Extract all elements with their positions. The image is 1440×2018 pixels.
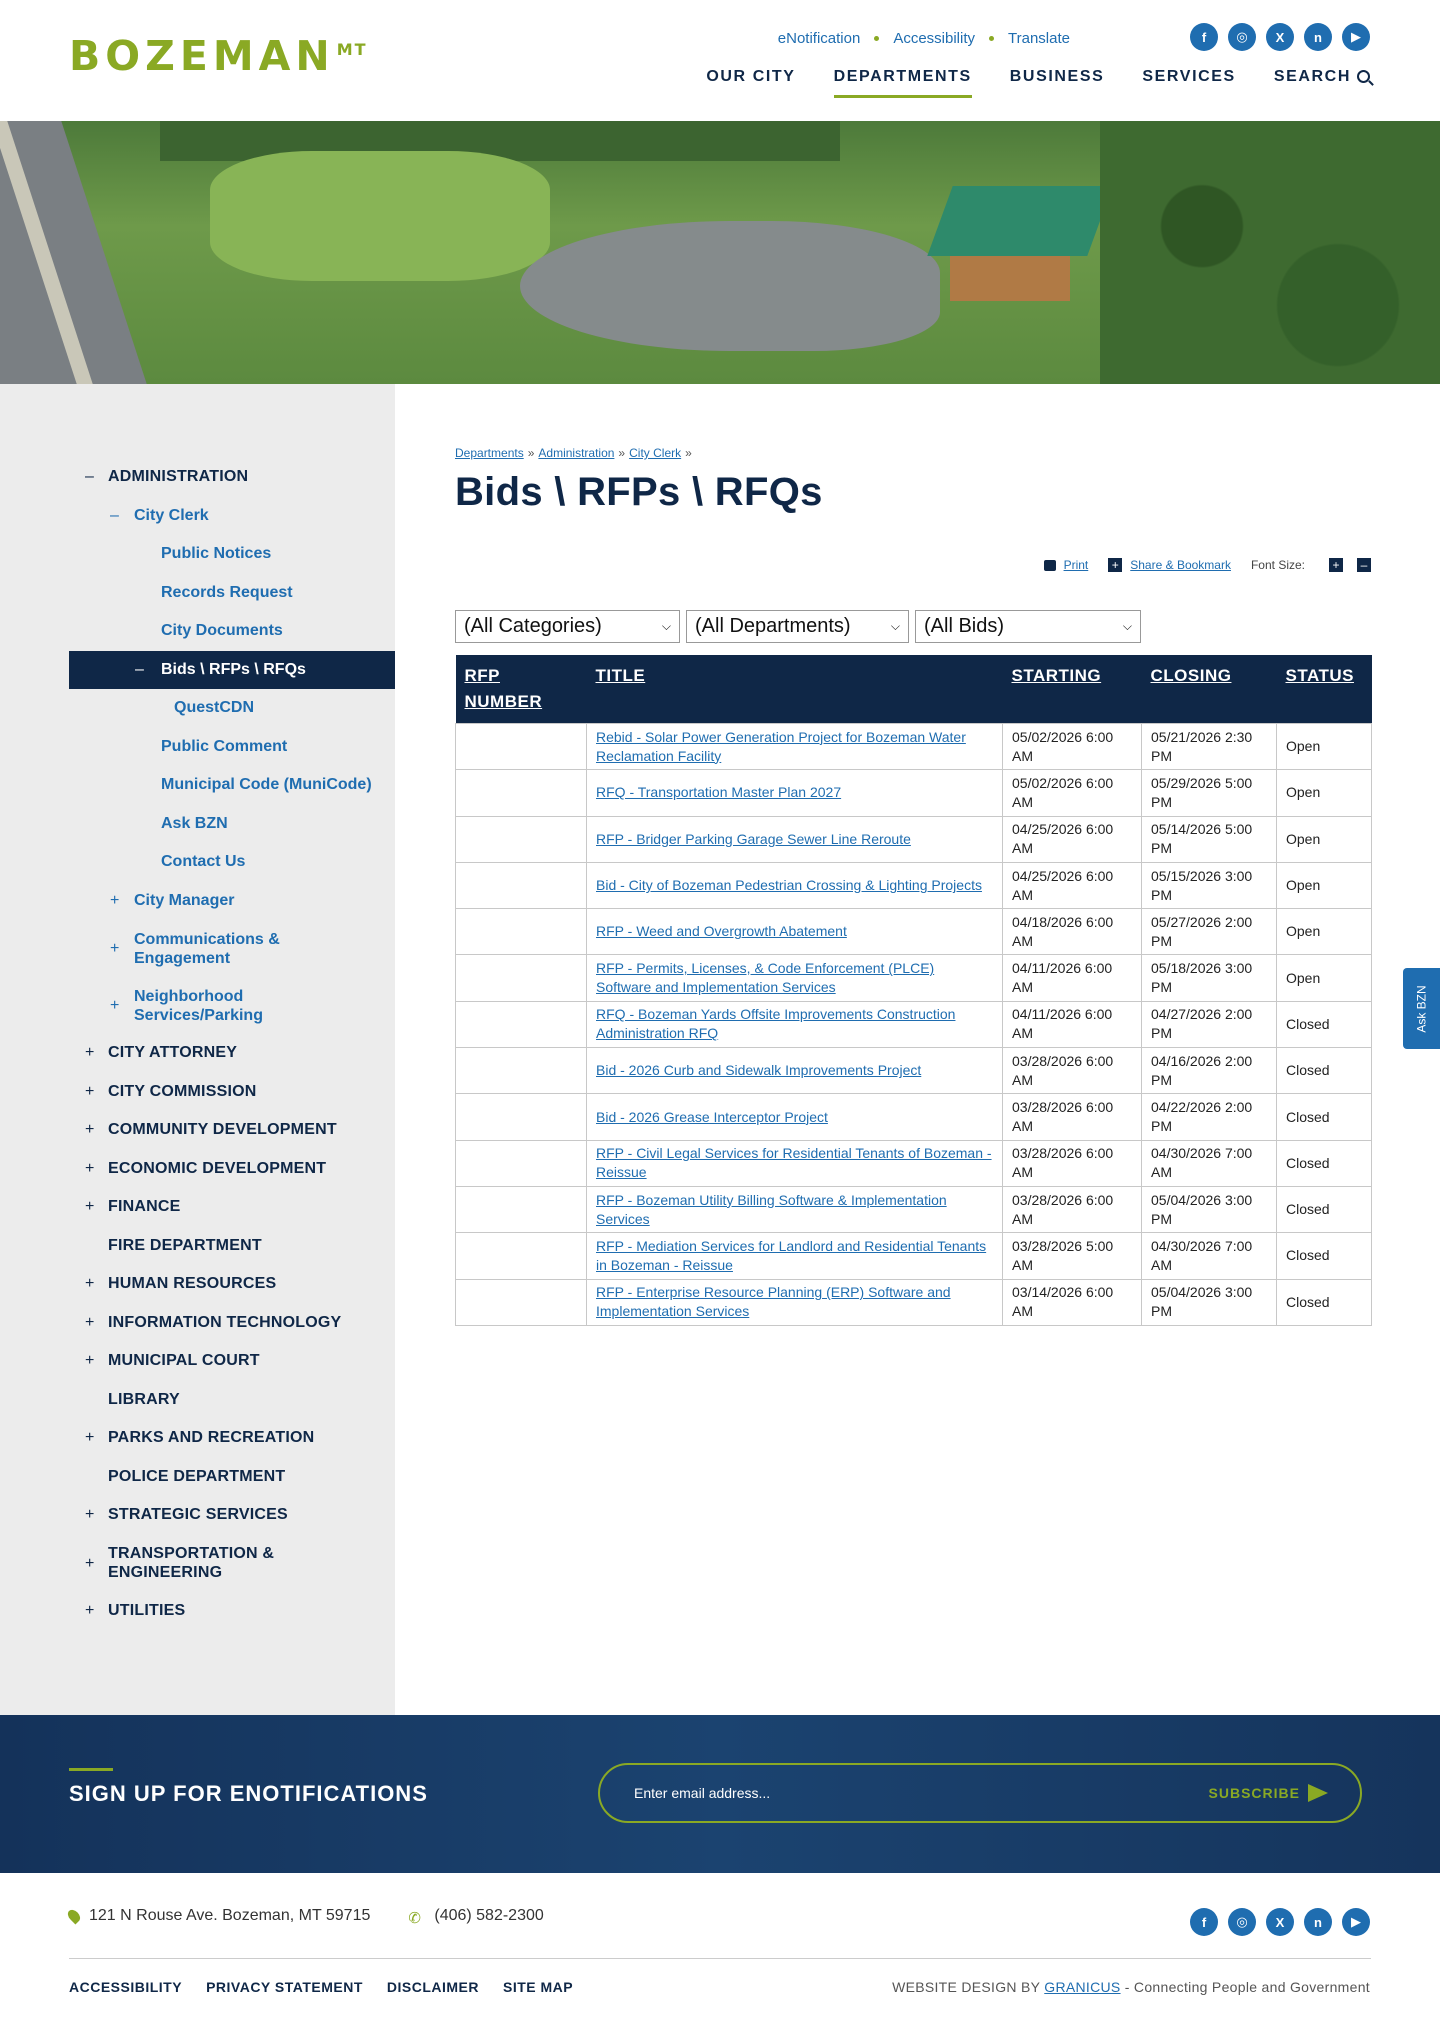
logo-superscript: MT — [336, 40, 368, 59]
table-row — [456, 1094, 1372, 1140]
starting-cell: 04/11/2026 6:00 AM — [1003, 955, 1142, 1001]
bid-status-select-value: (All Bids) — [924, 615, 1005, 637]
sidebar-item-economic-development[interactable] — [69, 1150, 395, 1189]
sidebar-item-utilities[interactable] — [69, 1592, 395, 1631]
breadcrumb-separator: » — [685, 446, 692, 460]
expand-toggle[interactable]: + — [110, 940, 120, 957]
bid-title-link[interactable]: RFQ - Bozeman Yards Offsite Improvements Construction Administration RFQ — [587, 1001, 1003, 1047]
status-cell: Open — [1277, 770, 1372, 816]
department-select[interactable] — [686, 610, 909, 643]
sidebar-item-label: MUNICIPAL COURT — [108, 1352, 260, 1370]
rfp-number-cell — [456, 862, 587, 908]
sidebar-item-label: City Clerk — [134, 506, 209, 524]
sidebar-item-questcdn[interactable] — [69, 689, 395, 728]
sidebar-item-label: UTILITIES — [108, 1601, 186, 1619]
sidebar-item-label: Ask BZN — [161, 814, 228, 832]
hero-parking-lot — [520, 221, 940, 351]
sidebar-item-city-attorney[interactable] — [69, 1034, 395, 1073]
bid-title-link[interactable]: RFP - Mediation Services for Landlord and Residential Tenants in Bozeman - Reissue — [587, 1233, 1003, 1279]
sidebar-item-label: Public Comment — [161, 737, 288, 755]
sidebar-nav — [69, 458, 395, 1630]
closing-cell: 05/14/2026 5:00 PM — [1142, 816, 1277, 862]
expand-toggle[interactable]: + — [85, 1554, 95, 1572]
sidebar-item-police-department[interactable] — [69, 1458, 395, 1497]
expand-toggle[interactable]: + — [85, 1082, 95, 1100]
table-row — [456, 1279, 1372, 1325]
col-header-title[interactable]: TITLE — [587, 655, 1003, 724]
table-row — [456, 1001, 1372, 1047]
sidebar-item-label: Records Request — [161, 583, 293, 601]
starting-cell: 03/14/2026 6:00 AM — [1003, 1279, 1142, 1325]
sidebar-item-label: FINANCE — [108, 1198, 181, 1216]
utility-separator — [874, 36, 879, 41]
sidebar-item-finance[interactable] — [69, 1188, 395, 1227]
sidebar-item-label: Contact Us — [161, 853, 246, 871]
subscribe-button[interactable] — [1209, 1784, 1328, 1802]
sidebar-item-city-commission[interactable] — [69, 1073, 395, 1112]
sidebar-item-label: Public Notices — [161, 545, 272, 563]
rfp-number-cell — [456, 724, 587, 770]
closing-cell: 05/04/2026 3:00 PM — [1142, 1186, 1277, 1232]
expand-toggle[interactable]: + — [85, 1198, 95, 1216]
nextdoor-icon[interactable]: n — [1304, 23, 1332, 51]
font-increase-button[interactable]: + — [1329, 558, 1343, 572]
department-select-value: (All Departments) — [695, 615, 851, 637]
subscribe-label: SUBSCRIBE — [1208, 1785, 1300, 1801]
expand-toggle[interactable]: + — [110, 891, 120, 909]
site-logo[interactable] — [69, 32, 368, 80]
sidebar-item-label: ECONOMIC DEVELOPMENT — [108, 1159, 327, 1177]
sidebar-item-label: Communications & Engagement — [134, 930, 280, 967]
table-row — [456, 1048, 1372, 1094]
utility-separator — [989, 36, 994, 41]
status-cell: Open — [1277, 862, 1372, 908]
sidebar-item-label: ADMINISTRATION — [108, 468, 249, 486]
status-cell: Open — [1277, 955, 1372, 1001]
table-row — [456, 909, 1372, 955]
expand-toggle[interactable]: + — [110, 997, 120, 1014]
bid-title-link[interactable]: Rebid - Solar Power Generation Project for Bozeman Water Reclamation Facility — [587, 724, 1003, 770]
sidebar-item-label: STRATEGIC SERVICES — [108, 1506, 288, 1524]
youtube-icon[interactable]: ▶ — [1342, 1908, 1370, 1936]
breadcrumb — [455, 446, 692, 460]
location-pin-icon — [66, 1908, 83, 1925]
site-footer — [0, 1873, 1440, 2018]
category-select-value: (All Categories) — [464, 615, 602, 637]
table-row — [456, 724, 1372, 770]
col-header-starting[interactable]: STARTING — [1003, 655, 1142, 724]
footer-link-privacy[interactable]: PRIVACY STATEMENT — [206, 1979, 363, 1995]
font-decrease-button[interactable]: – — [1357, 558, 1371, 572]
share-bookmark-link[interactable]: Share & Bookmark — [1130, 558, 1231, 572]
instagram-icon[interactable]: ◎ — [1228, 23, 1256, 51]
status-cell: Closed — [1277, 1186, 1372, 1232]
site-header — [0, 0, 1440, 121]
sidebar-item-city-manager[interactable] — [69, 882, 395, 921]
share-icon[interactable]: + — [1108, 558, 1122, 572]
starting-cell: 05/02/2026 6:00 AM — [1003, 770, 1142, 816]
sidebar-item-transportation-engineering[interactable] — [69, 1535, 395, 1592]
collapse-toggle[interactable]: – — [85, 468, 95, 486]
closing-cell: 04/30/2026 7:00 AM — [1142, 1233, 1277, 1279]
footer-phone[interactable]: (406) 582-2300 — [434, 1907, 544, 1924]
page-title: Bids \ RFPs \ RFQs — [455, 470, 823, 514]
sidebar-item-label: INFORMATION TECHNOLOGY — [108, 1313, 342, 1331]
hero-field — [210, 151, 550, 281]
rfp-number-cell — [456, 1140, 587, 1186]
ask-bzn-tab[interactable] — [1403, 968, 1440, 1049]
rfp-number-cell — [456, 1279, 587, 1325]
footer-links — [69, 1979, 573, 1995]
starting-cell: 03/28/2026 5:00 AM — [1003, 1233, 1142, 1279]
rfp-number-cell — [456, 1186, 587, 1232]
starting-cell: 04/25/2026 6:00 AM — [1003, 816, 1142, 862]
starting-cell: 04/11/2026 6:00 AM — [1003, 1001, 1142, 1047]
status-cell: Closed — [1277, 1001, 1372, 1047]
nav-search-label: SEARCH — [1273, 68, 1351, 85]
bid-title-link[interactable]: Bid - City of Bozeman Pedestrian Crossing & Lighting Projects — [587, 862, 1003, 908]
instagram-icon[interactable]: ◎ — [1228, 1908, 1256, 1936]
collapse-toggle[interactable]: – — [110, 506, 119, 524]
sidebar-item-label: CITY ATTORNEY — [108, 1044, 238, 1062]
sidebar-item-public-notices[interactable] — [69, 535, 395, 574]
col-header-rfp-number[interactable]: RFP NUMBER — [456, 655, 587, 724]
bid-title-link[interactable]: RFP - Bozeman Utility Billing Software & Implementation Services — [587, 1186, 1003, 1232]
sidebar-item-public-comment[interactable] — [69, 728, 395, 767]
breadcrumb-city-clerk[interactable]: City Clerk — [629, 446, 682, 460]
bids-table — [455, 655, 1372, 1326]
sidebar-item-fire-department[interactable] — [69, 1227, 395, 1266]
closing-cell: 05/18/2026 3:00 PM — [1142, 955, 1277, 1001]
x-icon[interactable]: X — [1266, 1908, 1294, 1936]
status-cell: Open — [1277, 724, 1372, 770]
expand-toggle[interactable]: + — [85, 1044, 95, 1062]
accent-bar — [69, 1768, 113, 1771]
page-tools — [1044, 558, 1371, 572]
sidebar-item-label: Municipal Code (MuniCode) — [161, 776, 372, 794]
closing-cell: 04/22/2026 2:00 PM — [1142, 1094, 1277, 1140]
credit-suffix: - Connecting People and Government — [1124, 1979, 1370, 1995]
expand-toggle[interactable]: + — [85, 1159, 95, 1177]
closing-cell: 05/29/2026 5:00 PM — [1142, 770, 1277, 816]
header-socials — [1190, 23, 1370, 51]
starting-cell: 03/28/2026 6:00 AM — [1003, 1140, 1142, 1186]
sidebar-item-neighborhood-services[interactable] — [69, 977, 395, 1034]
table-row — [456, 955, 1372, 1001]
rfp-number-cell — [456, 1094, 587, 1140]
table-header-row — [456, 655, 1372, 724]
category-select[interactable] — [455, 610, 680, 643]
table-row — [456, 1186, 1372, 1232]
sidebar-item-administration[interactable] — [69, 458, 395, 497]
rfp-number-cell — [456, 816, 587, 862]
closing-cell: 04/30/2026 7:00 AM — [1142, 1140, 1277, 1186]
footer-divider — [69, 1958, 1371, 1959]
facebook-icon[interactable]: f — [1190, 1908, 1218, 1936]
x-icon[interactable]: X — [1266, 23, 1294, 51]
sidebar-item-label: HUMAN RESOURCES — [108, 1275, 277, 1293]
bid-title-link[interactable]: RFP - Bridger Parking Garage Sewer Line Reroute — [587, 816, 1003, 862]
starting-cell: 03/28/2026 6:00 AM — [1003, 1094, 1142, 1140]
sidebar-item-label: City Documents — [161, 622, 283, 640]
print-link[interactable]: Print — [1063, 558, 1089, 572]
bid-status-select[interactable] — [915, 610, 1141, 643]
bid-title-link[interactable]: RFP - Civil Legal Services for Residential Tenants of Bozeman - Reissue — [587, 1140, 1003, 1186]
phone-icon: ✆ — [408, 1910, 421, 1927]
col-header-closing[interactable]: CLOSING — [1142, 655, 1277, 724]
footer-link-accessibility[interactable]: ACCESSIBILITY — [69, 1979, 183, 1995]
status-cell: Open — [1277, 909, 1372, 955]
status-cell: Closed — [1277, 1048, 1372, 1094]
closing-cell: 04/16/2026 2:00 PM — [1142, 1048, 1277, 1094]
sidebar-item-label: CITY COMMISSION — [108, 1082, 257, 1100]
rfp-number-cell — [456, 955, 587, 1001]
breadcrumb-separator: » — [527, 446, 535, 460]
sidebar-item-label: Bids \ RFPs \ RFQs — [161, 660, 306, 678]
expand-toggle[interactable]: + — [85, 1429, 95, 1447]
expand-toggle[interactable]: + — [85, 1121, 95, 1139]
logo-text: BOZEMAN — [69, 32, 335, 80]
bid-title-link[interactable]: Bid - 2026 Grease Interceptor Project — [587, 1094, 1003, 1140]
chevron-down-icon: ⌵ — [1122, 619, 1132, 633]
utility-nav — [778, 30, 1070, 47]
credit-prefix: WEBSITE DESIGN BY — [892, 1979, 1041, 1995]
footer-link-site-map[interactable]: SITE MAP — [503, 1979, 574, 1995]
sidebar-item-label: COMMUNITY DEVELOPMENT — [108, 1121, 337, 1139]
closing-cell: 04/27/2026 2:00 PM — [1142, 1001, 1277, 1047]
sidebar-item-label: LIBRARY — [108, 1390, 180, 1408]
starting-cell: 03/28/2026 6:00 AM — [1003, 1048, 1142, 1094]
sidebar-item-city-clerk[interactable] — [69, 497, 395, 536]
sidebar-item-label: FIRE DEPARTMENT — [108, 1236, 262, 1254]
nav-our-city[interactable]: OUR CITY — [706, 68, 796, 85]
starting-cell: 03/28/2026 6:00 AM — [1003, 1186, 1142, 1232]
table-row — [456, 816, 1372, 862]
table-row — [456, 770, 1372, 816]
sidebar-item-records-request[interactable] — [69, 574, 395, 613]
sidebar-item-information-technology[interactable] — [69, 1304, 395, 1343]
bid-filters — [455, 610, 1141, 643]
closing-cell: 05/15/2026 3:00 PM — [1142, 862, 1277, 908]
nav-business[interactable]: BUSINESS — [1009, 68, 1105, 85]
sidebar-item-parks-and-recreation[interactable] — [69, 1419, 395, 1458]
bid-title-link[interactable]: RFP - Enterprise Resource Planning (ERP) Software and Implementation Services — [587, 1279, 1003, 1325]
hero-image — [0, 121, 1440, 384]
sidebar-item-strategic-services[interactable] — [69, 1496, 395, 1535]
main-nav — [668, 68, 1370, 98]
expand-toggle[interactable]: + — [85, 1352, 95, 1370]
sidebar-item-municipal-code[interactable] — [69, 766, 395, 805]
send-arrow-icon — [1308, 1784, 1328, 1802]
status-cell: Closed — [1277, 1140, 1372, 1186]
sidebar-item-contact-us[interactable] — [69, 843, 395, 882]
bid-title-link[interactable]: RFP - Weed and Overgrowth Abatement — [587, 909, 1003, 955]
sidebar-item-label: PARKS AND RECREATION — [108, 1429, 315, 1447]
footer-link-disclaimer[interactable]: DISCLAIMER — [386, 1979, 480, 1995]
print-icon[interactable] — [1044, 560, 1056, 571]
nextdoor-icon[interactable]: n — [1304, 1908, 1332, 1936]
youtube-icon[interactable]: ▶ — [1342, 23, 1370, 51]
closing-cell: 05/21/2026 2:30 PM — [1142, 724, 1277, 770]
rfp-number-cell — [456, 909, 587, 955]
footer-socials — [1190, 1908, 1370, 1936]
sidebar-item-label: City Manager — [134, 891, 235, 909]
table-row — [456, 1140, 1372, 1186]
col-header-status[interactable]: STATUS — [1277, 655, 1372, 724]
starting-cell: 04/18/2026 6:00 AM — [1003, 909, 1142, 955]
sidebar — [0, 384, 395, 1715]
hero-trees — [1100, 121, 1440, 384]
font-size-label: Font Size: — [1250, 558, 1305, 572]
bid-title-link[interactable]: RFP - Permits, Licenses, & Code Enforcement (PLCE) Software and Implementation Services — [587, 955, 1003, 1001]
status-cell: Closed — [1277, 1233, 1372, 1279]
sidebar-item-municipal-court[interactable] — [69, 1342, 395, 1381]
closing-cell: 05/04/2026 3:00 PM — [1142, 1279, 1277, 1325]
nav-departments[interactable]: DEPARTMENTS — [834, 68, 972, 98]
chevron-down-icon: ⌵ — [661, 619, 671, 633]
breadcrumb-administration[interactable]: Administration — [538, 446, 615, 460]
bid-title-link[interactable]: Bid - 2026 Curb and Sidewalk Improvements Project — [587, 1048, 1003, 1094]
signup-title: SIGN UP FOR ENOTIFICATIONS — [69, 1781, 428, 1806]
ask-bzn-label: Ask BZN — [1414, 984, 1429, 1033]
rfp-number-cell — [456, 1001, 587, 1047]
sidebar-item-community-development[interactable] — [69, 1111, 395, 1150]
starting-cell: 05/02/2026 6:00 AM — [1003, 724, 1142, 770]
closing-cell: 05/27/2026 2:00 PM — [1142, 909, 1277, 955]
footer-credit — [892, 1979, 1370, 1995]
nav-search[interactable] — [1274, 68, 1370, 98]
sidebar-item-label: TRANSPORTATION & ENGINEERING — [108, 1545, 275, 1581]
sidebar-item-bids-rfps-rfqs[interactable] — [69, 651, 395, 690]
email-input[interactable]: Enter email address... — [634, 1785, 771, 1801]
breadcrumb-departments[interactable]: Departments — [455, 446, 524, 460]
sidebar-item-label: Neighborhood Services/Parking — [134, 987, 263, 1024]
sidebar-item-city-documents[interactable] — [69, 612, 395, 651]
starting-cell: 04/25/2026 6:00 AM — [1003, 862, 1142, 908]
accessibility-link[interactable]: Accessibility — [893, 30, 976, 47]
sidebar-item-human-resources[interactable] — [69, 1265, 395, 1304]
status-cell: Closed — [1277, 1094, 1372, 1140]
expand-toggle[interactable]: + — [85, 1601, 95, 1619]
collapse-toggle[interactable]: – — [135, 660, 144, 678]
bid-title-link[interactable]: RFQ - Transportation Master Plan 2027 — [587, 770, 1003, 816]
enotification-signup — [0, 1715, 1440, 1873]
sidebar-item-label: QuestCDN — [174, 699, 255, 717]
translate-link[interactable]: Translate — [1008, 30, 1070, 47]
nav-services[interactable]: SERVICES — [1142, 68, 1236, 85]
sidebar-item-ask-bzn[interactable] — [69, 805, 395, 844]
breadcrumb-separator: » — [618, 446, 626, 460]
expand-toggle[interactable]: + — [85, 1275, 95, 1293]
facebook-icon[interactable]: f — [1190, 23, 1218, 51]
search-icon — [1357, 70, 1370, 83]
sidebar-item-label: POLICE DEPARTMENT — [108, 1467, 286, 1485]
expand-toggle[interactable]: + — [85, 1506, 95, 1524]
rfp-number-cell — [456, 1233, 587, 1279]
enotification-link[interactable]: eNotification — [777, 30, 861, 47]
table-row — [456, 862, 1372, 908]
footer-address: 121 N Rouse Ave. Bozeman, MT 59715 — [89, 1907, 371, 1924]
granicus-link[interactable]: GRANICUS — [1044, 1979, 1121, 1995]
rfp-number-cell — [456, 1048, 587, 1094]
hero-roof — [927, 186, 1112, 256]
rfp-number-cell — [456, 770, 587, 816]
chevron-down-icon: ⌵ — [890, 619, 900, 633]
signup-form — [598, 1763, 1362, 1823]
expand-toggle[interactable]: + — [85, 1313, 95, 1331]
sidebar-item-communications[interactable] — [69, 920, 395, 977]
sidebar-item-library[interactable] — [69, 1381, 395, 1420]
footer-contact — [69, 1907, 544, 1925]
status-cell: Open — [1277, 816, 1372, 862]
table-row — [456, 1233, 1372, 1279]
status-cell: Closed — [1277, 1279, 1372, 1325]
